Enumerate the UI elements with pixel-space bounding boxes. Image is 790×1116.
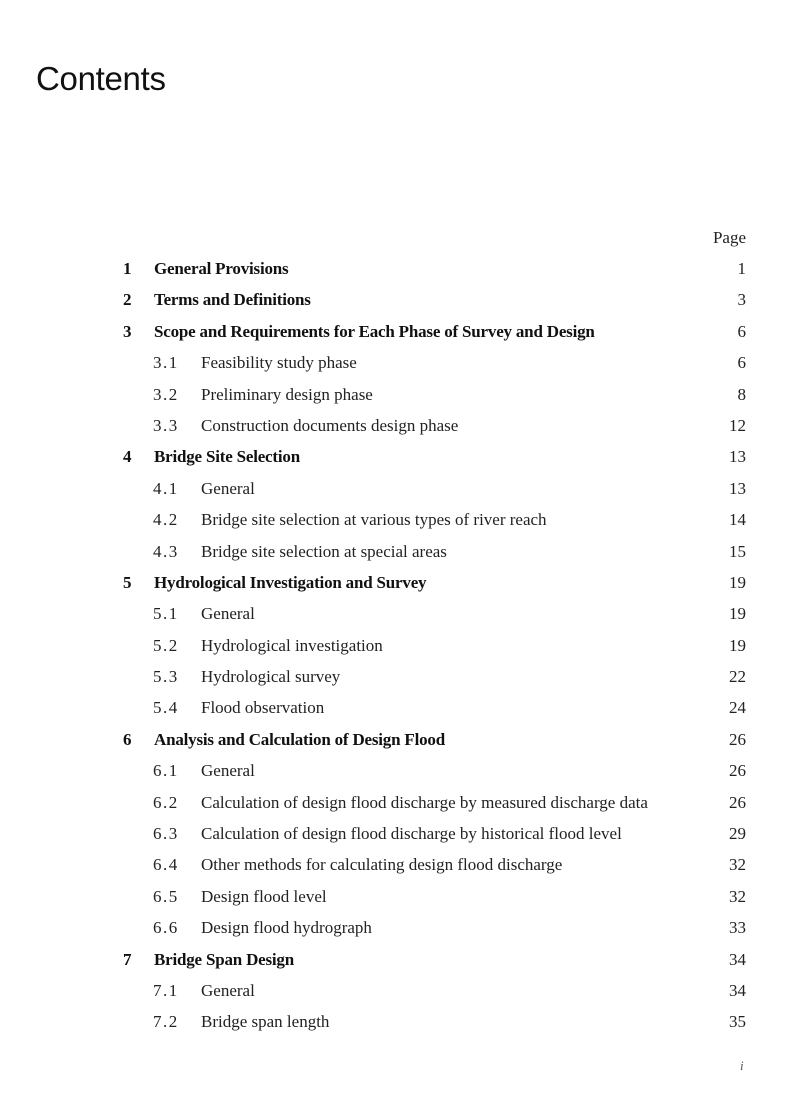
entry-page-number: 13: [729, 447, 746, 467]
entry-page-number: 12: [729, 415, 746, 435]
toc-section-entry[interactable]: [0, 536, 790, 567]
entry-title: Calculation of design flood discharge by historical flood level: [201, 824, 622, 844]
toc-section-entry[interactable]: [0, 881, 790, 912]
entry-page-number: 26: [729, 761, 746, 781]
entry-page-number: 26: [729, 792, 746, 812]
entry-title: Other methods for calculating design flood discharge: [201, 855, 563, 875]
entry-page-number: 15: [729, 541, 746, 561]
toc-section-entry[interactable]: [0, 755, 790, 786]
entry-title: Scope and Requirements for Each Phase of Survey and Design: [154, 321, 595, 341]
entry-page-number: 3: [737, 290, 746, 310]
entry-number: 3.3: [153, 415, 179, 435]
entry-number: 5.1: [153, 604, 179, 624]
entry-number: 4.1: [153, 478, 179, 498]
toc-section-entry[interactable]: [0, 912, 790, 943]
entry-page-number: 35: [729, 1012, 746, 1032]
entry-page-number: 14: [729, 510, 746, 530]
entry-page-number: 1: [737, 259, 746, 278]
entry-number: 3.1: [153, 353, 179, 373]
entry-page-number: 6: [737, 321, 746, 341]
entry-number: 5.4: [153, 698, 179, 718]
toc-section-entry[interactable]: [0, 504, 790, 535]
entry-number: 6: [123, 729, 132, 749]
entry-title: General: [201, 761, 255, 781]
toc-chapter-entry[interactable]: [0, 724, 790, 755]
entry-title: Bridge Site Selection: [154, 447, 300, 467]
page-column-header: Page: [712, 228, 746, 247]
entry-title: General: [201, 478, 255, 498]
toc-section-entry[interactable]: [0, 975, 790, 1006]
entry-number: 5.2: [153, 635, 179, 655]
toc-section-entry[interactable]: [0, 630, 790, 661]
toc-section-entry[interactable]: [0, 692, 790, 723]
entry-title: Preliminary design phase: [201, 384, 373, 404]
toc-section-entry[interactable]: [0, 598, 790, 629]
entry-title: Construction documents design phase: [201, 415, 459, 435]
entry-number: 4.2: [153, 510, 179, 530]
entry-title: Flood observation: [201, 698, 325, 718]
page-title: Contents: [36, 60, 166, 97]
toc-section-entry[interactable]: [0, 410, 790, 441]
entry-page-number: 19: [729, 604, 746, 624]
entry-page-number: 26: [729, 729, 746, 749]
toc-chapter-entry[interactable]: [0, 944, 790, 975]
entry-page-number: 34: [729, 980, 746, 1000]
table-of-contents: [0, 253, 790, 1038]
entry-number: 6.3: [153, 824, 179, 844]
entry-title: Bridge span length: [201, 1012, 330, 1032]
entry-title: Bridge site selection at special areas: [201, 541, 447, 561]
entry-page-number: 32: [729, 855, 746, 875]
entry-title: Design flood level: [201, 886, 327, 906]
entry-title: General: [201, 604, 255, 624]
entry-number: 5.3: [153, 667, 179, 687]
toc-chapter-entry[interactable]: [0, 441, 790, 472]
entry-page-number: 29: [729, 824, 746, 844]
entry-title: Hydrological Investigation and Survey: [154, 572, 427, 592]
entry-number: 6.2: [153, 792, 179, 812]
page-folio: i: [740, 1058, 744, 1073]
entry-page-number: 13: [729, 478, 746, 498]
entry-number: 3.2: [153, 384, 179, 404]
entry-page-number: 32: [729, 886, 746, 906]
entry-page-number: 6: [737, 353, 746, 373]
entry-number: 6.1: [153, 761, 179, 781]
entry-page-number: 19: [729, 572, 746, 592]
entry-title: General: [201, 980, 255, 1000]
entry-number: 3: [123, 321, 132, 341]
entry-title: Hydrological investigation: [201, 635, 383, 655]
entry-page-number: 33: [729, 918, 746, 938]
entry-page-number: 19: [729, 635, 746, 655]
entry-title: Calculation of design flood discharge by measured discharge data: [201, 792, 648, 812]
toc-chapter-entry[interactable]: [0, 567, 790, 598]
entry-number: 4: [123, 447, 132, 467]
entry-number: 5: [123, 572, 132, 592]
entry-page-number: 8: [737, 384, 746, 404]
toc-chapter-entry[interactable]: [0, 253, 790, 284]
toc-section-entry[interactable]: [0, 661, 790, 692]
entry-number: 2: [123, 290, 132, 310]
toc-section-entry[interactable]: [0, 473, 790, 504]
entry-title: General Provisions: [154, 259, 289, 278]
entry-number: 7: [123, 949, 132, 969]
entry-title: Terms and Definitions: [154, 290, 311, 310]
toc-section-entry[interactable]: [0, 379, 790, 410]
entry-number: 4.3: [153, 541, 179, 561]
toc-section-entry[interactable]: [0, 347, 790, 378]
entry-number: 6.5: [153, 886, 179, 906]
toc-section-entry[interactable]: [0, 818, 790, 849]
entry-page-number: 34: [729, 949, 746, 969]
entry-title: Feasibility study phase: [201, 353, 357, 373]
entry-number: 6.4: [153, 855, 179, 875]
entry-page-number: 24: [729, 698, 746, 718]
entry-title: Hydrological survey: [201, 667, 341, 687]
entry-title: Analysis and Calculation of Design Flood: [154, 729, 445, 749]
entry-title: Bridge Span Design: [154, 949, 294, 969]
entry-number: 7.1: [153, 980, 179, 1000]
entry-title: Design flood hydrograph: [201, 918, 372, 938]
toc-chapter-entry[interactable]: [0, 284, 790, 315]
entry-number: 7.2: [153, 1012, 179, 1032]
toc-chapter-entry[interactable]: [0, 316, 790, 347]
entry-title: Bridge site selection at various types of river reach: [201, 510, 547, 530]
entry-number: 1: [123, 259, 132, 278]
toc-section-entry[interactable]: [0, 1006, 790, 1037]
toc-section-entry[interactable]: [0, 787, 790, 818]
entry-number: 6.6: [153, 918, 179, 938]
entry-page-number: 22: [729, 667, 746, 687]
toc-section-entry[interactable]: [0, 849, 790, 880]
